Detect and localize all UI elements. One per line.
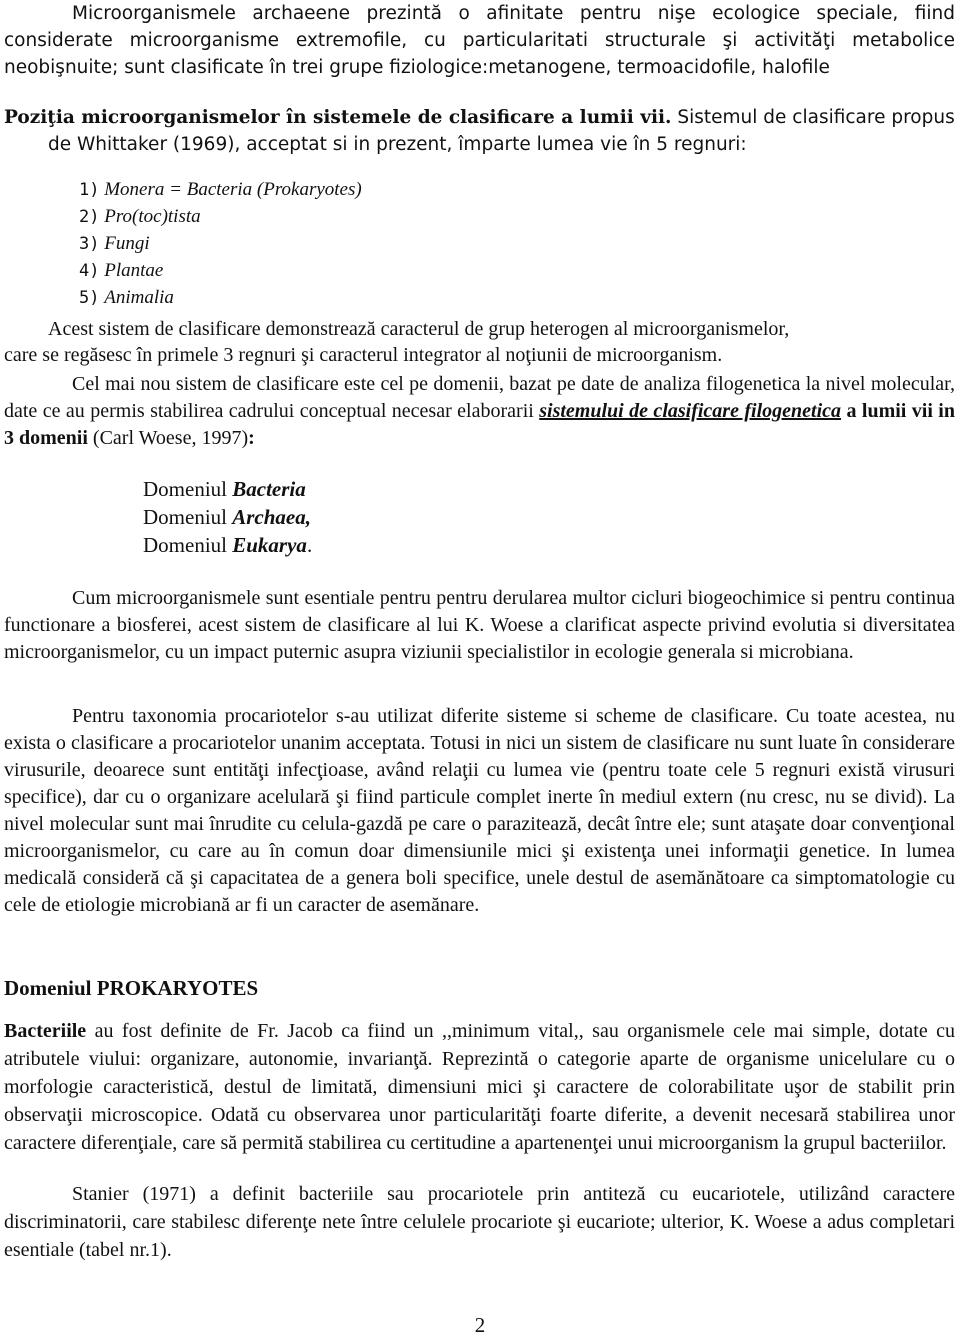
cum-paragraph: Cum microorganismele sunt esentiale pentru pentru derularea multor cicluri biogeochimice si pentru continua functionare a biosferei, acest sistem de clasificare al lui K. Woese a clarificat aspecte privind evolutia si diversitatea microorganismelor, cu un impact puternic asupra viziunii specialistilor in ecologie generala si microbiana. xyxy=(4,587,955,663)
phylogenetic-term: sistemului de clasificare filogenetica xyxy=(539,400,842,422)
domain-suffix: . xyxy=(306,533,313,557)
bacteriile-text: au fost definite de Fr. Jacob ca fiind un ,,minimum vital,, sau organismele cele mai simple, dotate cu atributele viului: organizare, autonomie, invarianţă. Reprezintă o categorie aparte de organisme unicelulare cu o morfologie caracteristică, destul de limitată, dimensiuni mici şi caractere de colorabilitate uşor de stabilit prin observaţii microscopice. Odată cu observarea unor particularităţi foarte diferite, a devenit necesară stabilirea unor caractere diferenţiale, care să permită stabilirea cu certitudine a apartenenţei unui microorganism la grupul bacteriilor. xyxy=(4,1020,955,1154)
kingdom-name: Plantae xyxy=(104,260,164,281)
list-item xyxy=(79,230,362,257)
kingdom-name: Fungi xyxy=(104,233,150,254)
whittaker-line: de Whittaker (1969), acceptat si in prezent, împarte lumea vie în 5 regnuri: xyxy=(48,134,747,155)
bacteriile-term: Bacteriile xyxy=(4,1020,87,1042)
domain-label: Domeniul xyxy=(143,477,233,501)
list-item xyxy=(143,503,312,531)
list-number: 3) xyxy=(79,234,100,254)
domain-label: Domeniul xyxy=(143,533,233,557)
three-domains-phrase: a lumii vii in 3 domenii xyxy=(4,400,955,449)
classification-heading: Poziţia microorganismelor în sistemele de clasificare a lumii vii. xyxy=(4,107,672,128)
list-number: 1) xyxy=(79,180,100,200)
kingdom-name: Monera = Bacteria (Prokaryotes) xyxy=(104,179,362,200)
nou-sistem-paragraph xyxy=(4,371,955,452)
stanier-paragraph: Stanier (1971) a definit bacteriile sau procariotele prin antiteză cu eucariotele, utilizând caractere discriminatorii, care stabilesc diferenţe nete între celulele procariote şi eucariote; ulterior, K. Woese a adus completari esentiale (tabel nr.1). xyxy=(4,1183,955,1261)
list-item xyxy=(143,531,312,559)
kingdom-name: Animalia xyxy=(104,287,174,308)
acest-sistem-line-1: Acest sistem de clasificare demonstrează caracterul de grup heterogen al microorganismelor, xyxy=(48,318,790,340)
intro-paragraph: Microorganismele archaeene prezintă o afinitate pentru nişe ecologice speciale, fiind considerate microorganisme extremofile, cu particularitati structurale şi activităţi metabolice neobişnuite; sunt clasificate în trei grupe fiziologice:metanogene, termoacidofile, halofile xyxy=(4,3,955,78)
domains-list xyxy=(143,475,312,559)
nou-text: Cel mai nou sistem de clasificare este cel pe domenii, bazat pe date de analiza filogenetica la nivel molecular, date ce au permis stabilirea cadrului conceptual necesar elaborarii xyxy=(4,373,955,422)
domain-name: Bacteria xyxy=(232,477,306,501)
section-title: Domeniul PROKARYOTES xyxy=(4,976,259,1000)
list-number: 2) xyxy=(79,207,100,227)
domain-name: Archaea, xyxy=(232,505,311,529)
kingdoms-list xyxy=(79,176,362,311)
page-number: 2 xyxy=(474,1313,486,1337)
list-number: 4) xyxy=(79,261,100,281)
acest-sistem-line-2: care se regăsesc în primele 3 regnuri şi caracterul integrator al noţiunii de microorganism. xyxy=(4,344,723,366)
classification-heading-line xyxy=(4,104,955,131)
domain-label: Domeniul xyxy=(143,505,233,529)
list-item xyxy=(143,475,312,503)
domain-name: Eukarya xyxy=(232,533,307,557)
bacteriile-paragraph xyxy=(4,1017,955,1157)
list-item xyxy=(79,257,362,284)
list-item xyxy=(79,284,362,311)
list-item xyxy=(79,176,362,203)
taxonomy-paragraph: Pentru taxonomia procariotelor s-au utilizat diferite sisteme si scheme de clasificare. Cu toate acestea, nu exista o clasificare a procariotelor unanim acceptata. Totusi in nici un sistem de clasificare nu sunt luate în considerare virusurile, deoarece sunt entităţi infecţioase, având relaţii cu lumea vie (pentru toate cele 5 regnuri există virusuri specifice), dar cu o organizare acelulară şi fiind particule complet inerte în mediul extern (nu cresc, nu se divid). La nivel molecular sunt mai înrudite cu celula-gazdă pe care o parazitează, decât între ele; sunt ataşate doar convenţional microorganismelor, cu care au în comun doar dimensiunile mici şi existenţa unei informaţii genetice. In lumea medicală consideră că şi capacitatea de a genera boli specifice, unele destul de asemănătoare ca simptomatologie cu cele de etiologie microbiană ar fi un caracter de asemănare. xyxy=(4,705,955,916)
list-number: 5) xyxy=(79,288,100,308)
kingdom-name: Pro(toc)tista xyxy=(104,206,201,227)
heading-continuation: Sistemul de clasificare propus xyxy=(671,107,955,128)
woese-citation: (Carl Woese, 1997) xyxy=(87,427,249,449)
list-item xyxy=(79,203,362,230)
colon: : xyxy=(248,427,255,449)
